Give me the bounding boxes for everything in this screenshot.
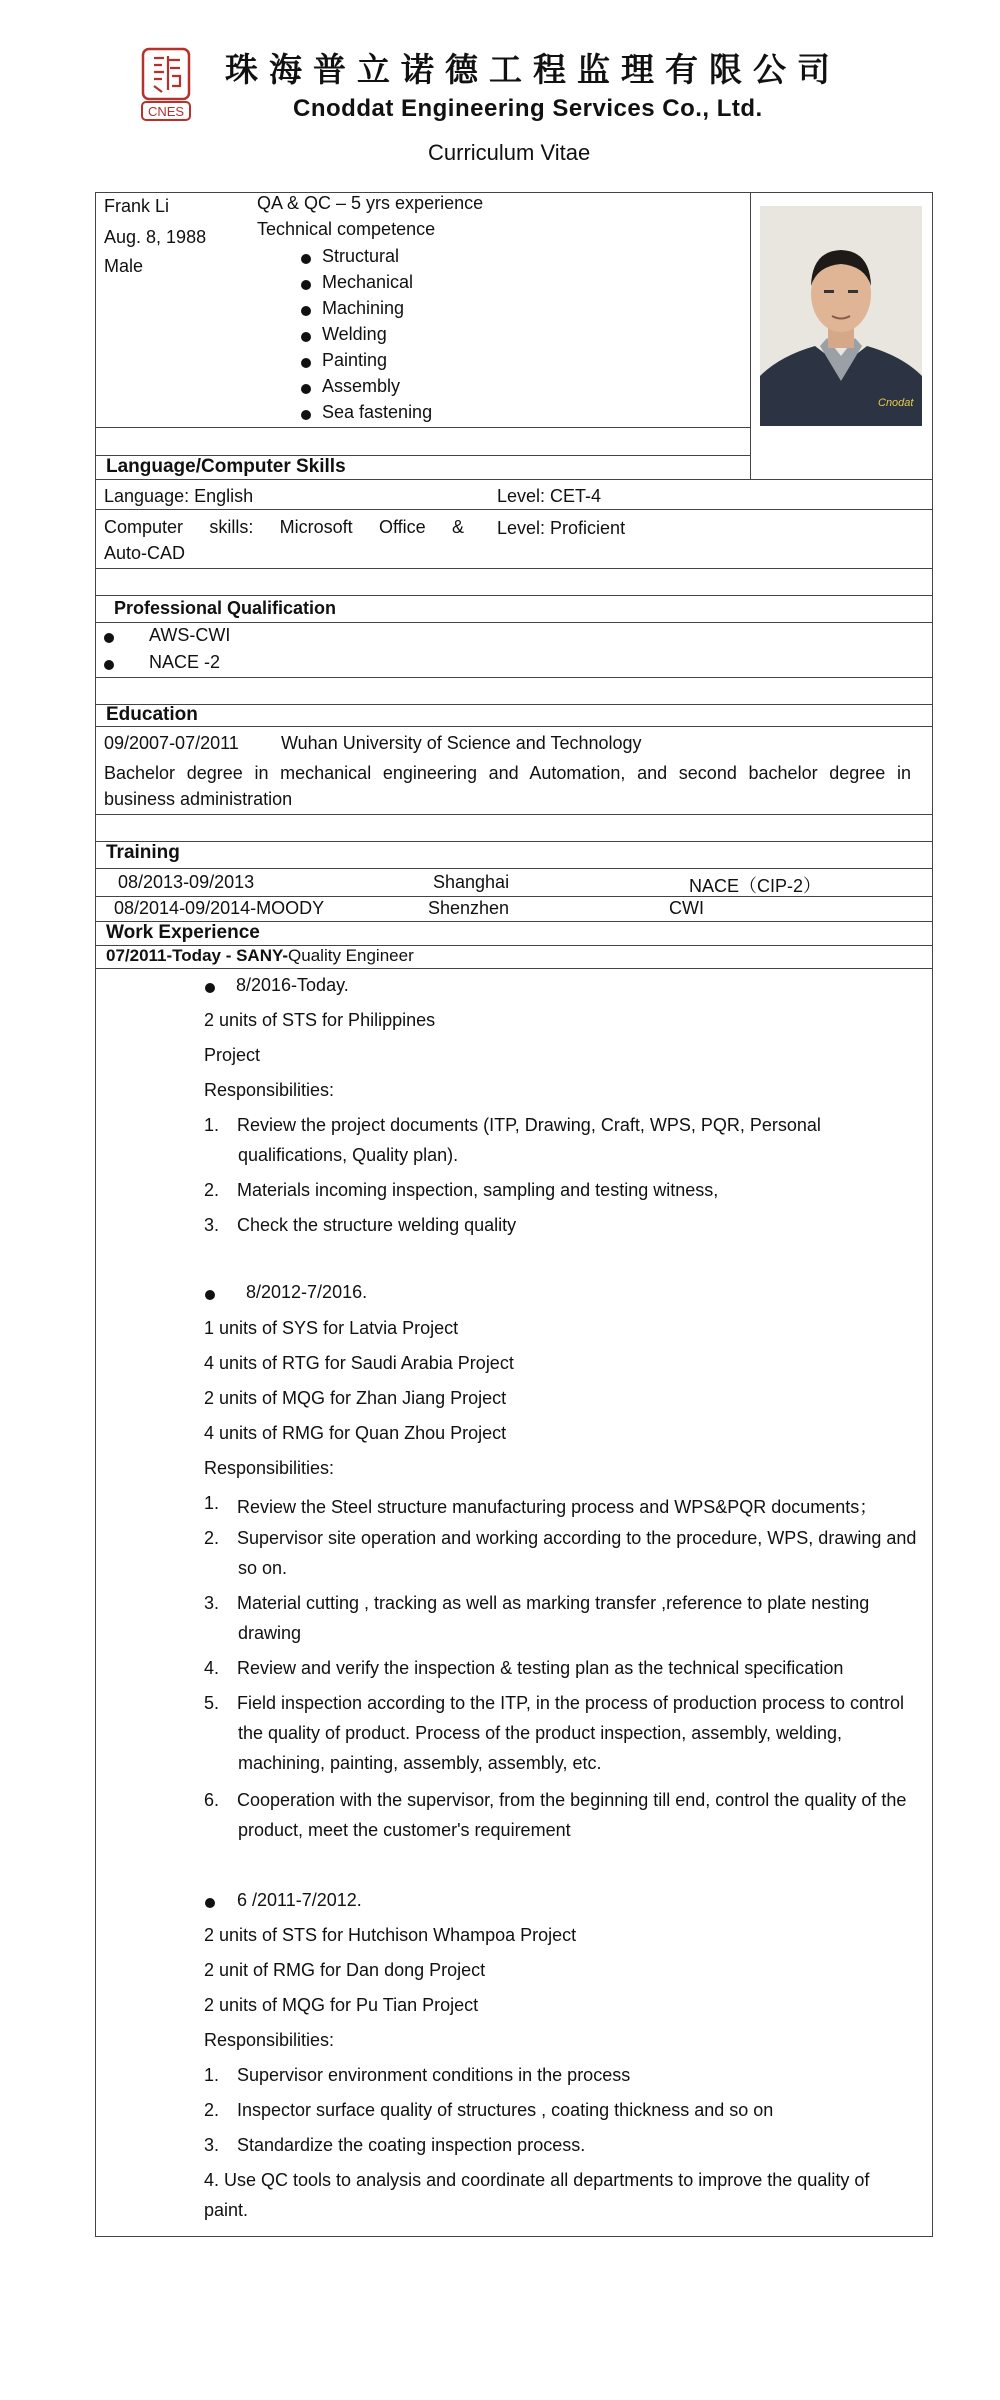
responsibility-line: Field inspection according to the ITP, in the process of production process to control [237,1693,905,1713]
language-level: Level: CET-4 [497,486,602,506]
row-divider [95,677,933,678]
responsibility-line: machining, painting, assembly, assembly, etc. [238,1753,602,1773]
row-divider [95,479,933,480]
responsibility-line: Supervisor site operation and working according to the procedure, WPS, drawing and [237,1528,917,1548]
responsibility-line: paint. [204,2200,249,2220]
item-number: 3. [204,1593,220,1613]
responsibility-line: so on. [238,1558,288,1578]
responsibility-line: qualifications, Quality plan). [238,1145,459,1165]
table-bottom-border [95,2236,933,2237]
candidate-name: Frank Li [104,196,170,216]
bullet-icon [301,254,311,264]
language-skills-heading: Language/Computer Skills [106,456,346,477]
training-place: Shanghai [433,872,510,892]
row-divider [95,726,933,727]
responsibility-line: drawing [238,1623,302,1643]
work-period: 8/2016-Today. [236,975,349,995]
responsibilities-label: Responsibilities: [204,1080,335,1100]
bullet-icon [301,332,311,342]
item-number: 3. [204,1215,220,1235]
competence-title: Technical competence [257,219,436,239]
computer-skills-line: Computer skills: Microsoft Office & [104,517,464,537]
row-divider [95,968,933,969]
employer-role: Quality Engineer [288,946,414,965]
responsibility-line: Cooperation with the supervisor, from the beginning till end, control the quality of the [237,1790,907,1810]
bullet-icon [104,660,114,670]
row-divider [95,622,933,623]
training-period: 08/2014-09/2014-MOODY [114,898,325,918]
table-top-border [95,192,933,193]
work-project: 2 units of STS for Hutchison Whampoa Project [204,1925,577,1945]
bullet-icon [301,280,311,290]
row-divider [95,841,933,842]
work-experience-heading: Work Experience [106,922,260,943]
table-left-border [95,192,96,2237]
item-number: 4. [204,1658,220,1678]
work-project: Project [204,1045,261,1065]
company-name-english: Cnoddat Engineering Services Co., Ltd. [293,95,763,122]
logo-text: CNES [147,104,185,119]
item-number: 2. [204,1180,220,1200]
training-cert: NACE（CIP-2） [689,876,822,896]
work-project: 1 units of SYS for Latvia Project [204,1318,459,1338]
company-name-chinese: 珠海普立诺德工程监理有限公司 [225,50,841,89]
competence-item: Welding [322,324,387,344]
work-project: 4 units of RMG for Quan Zhou Project [204,1423,507,1443]
work-period: 6 /2011-7/2012. [237,1890,362,1910]
bullet-icon [104,633,114,643]
row-divider [95,868,933,869]
item-number: 2. [204,2100,220,2120]
row-divider [95,814,933,815]
bullet-icon [301,410,311,420]
responsibilities-label: Responsibilities: [204,2030,335,2050]
competence-item: Machining [322,298,405,318]
item-number: 2. [204,1528,220,1548]
competence-item: Structural [322,246,400,266]
item-number: 3. [204,2135,220,2155]
experience-summary: QA & QC – 5 yrs experience [257,193,484,213]
item-number: 1. [204,1115,220,1135]
photo-jacket-text: Cnodat [878,397,914,409]
responsibility-line: product, meet the customer's requirement [238,1820,571,1840]
education-degree-line: Bachelor degree in mechanical engineering and Automation, and second bachelor degree in [104,763,911,783]
photo-column-divider [750,192,751,479]
row-divider [95,704,933,705]
bullet-icon [301,358,311,368]
training-place: Shenzhen [428,898,510,918]
row-divider [95,509,933,510]
responsibility-line: Materials incoming inspection, sampling and testing witness, [237,1180,719,1200]
table-right-border [932,192,933,2237]
item-number: 1. [204,1493,220,1513]
bullet-icon [301,306,311,316]
item-number: 6. [204,1790,220,1810]
responsibility-line: Material cutting , tracking as well as marking transfer ,reference to plate nesting [237,1593,870,1613]
row-divider [95,568,933,569]
competence-item: Painting [322,350,388,370]
candidate-photo [760,206,922,426]
education-heading: Education [106,704,198,725]
responsibility-line: Review and verify the inspection & testing plan as the technical specification [237,1658,844,1678]
responsibility-line: 4. Use QC tools to analysis and coordinate all departments to improve the quality of [204,2170,870,2190]
qualification-item: AWS-CWI [149,625,231,645]
work-project: 4 units of RTG for Saudi Arabia Project [204,1353,514,1373]
employer-line [106,946,414,966]
responsibility-line: Check the structure welding quality [237,1215,517,1235]
education-school: Wuhan University of Science and Technology [281,733,642,753]
document-title: Curriculum Vitae [428,140,591,165]
language-value: Language: English [104,486,254,506]
responsibilities-label: Responsibilities: [204,1458,335,1478]
candidate-dob: Aug. 8, 1988 [104,227,207,247]
responsibility-line: Supervisor environment conditions in the process [237,2065,631,2085]
computer-skills-line: Auto-CAD [104,543,186,563]
item-number: 1. [204,2065,220,2085]
responsibility-line: Review the Steel structure manufacturing process and WPS&PQR documents； [237,1497,878,1517]
responsibility-line: Review the project documents (ITP, Drawing, Craft, WPS, PQR, Personal [237,1115,821,1135]
row-divider [95,427,751,428]
training-period: 08/2013-09/2013 [118,872,255,892]
candidate-gender: Male [104,256,144,276]
training-cert: CWI [669,898,704,918]
training-heading: Training [106,842,180,863]
education-degree-line: business administration [104,789,293,809]
qualification-item: NACE -2 [149,652,221,672]
responsibility-line: Inspector surface quality of structures , coating thickness and so on [237,2100,774,2120]
competence-item: Assembly [322,376,401,396]
responsibility-line: Standardize the coating inspection process. [237,2135,586,2155]
bullet-icon [205,983,215,993]
work-project: 2 unit of RMG for Dan dong Project [204,1960,486,1980]
computer-skills-level: Level: Proficient [497,518,626,538]
work-project: 2 units of MQG for Pu Tian Project [204,1995,479,2015]
qualification-heading: Professional Qualification [114,598,337,618]
competence-item: Sea fastening [322,402,433,422]
work-period: 8/2012-7/2016. [246,1282,368,1302]
work-project: 2 units of STS for Philippines [204,1010,436,1030]
responsibility-line: the quality of product. Process of the product inspection, assembly, welding, [238,1723,842,1743]
row-divider [95,595,933,596]
bullet-icon [205,1290,215,1300]
item-number: 5. [204,1693,220,1713]
bullet-icon [205,1898,215,1908]
employer-period: 07/2011-Today - SANY- [106,946,289,965]
bullet-icon [301,384,311,394]
company-logo [140,46,192,122]
competence-item: Mechanical [322,272,414,292]
education-period: 09/2007-07/2011 [104,733,239,753]
work-project: 2 units of MQG for Zhan Jiang Project [204,1388,507,1408]
